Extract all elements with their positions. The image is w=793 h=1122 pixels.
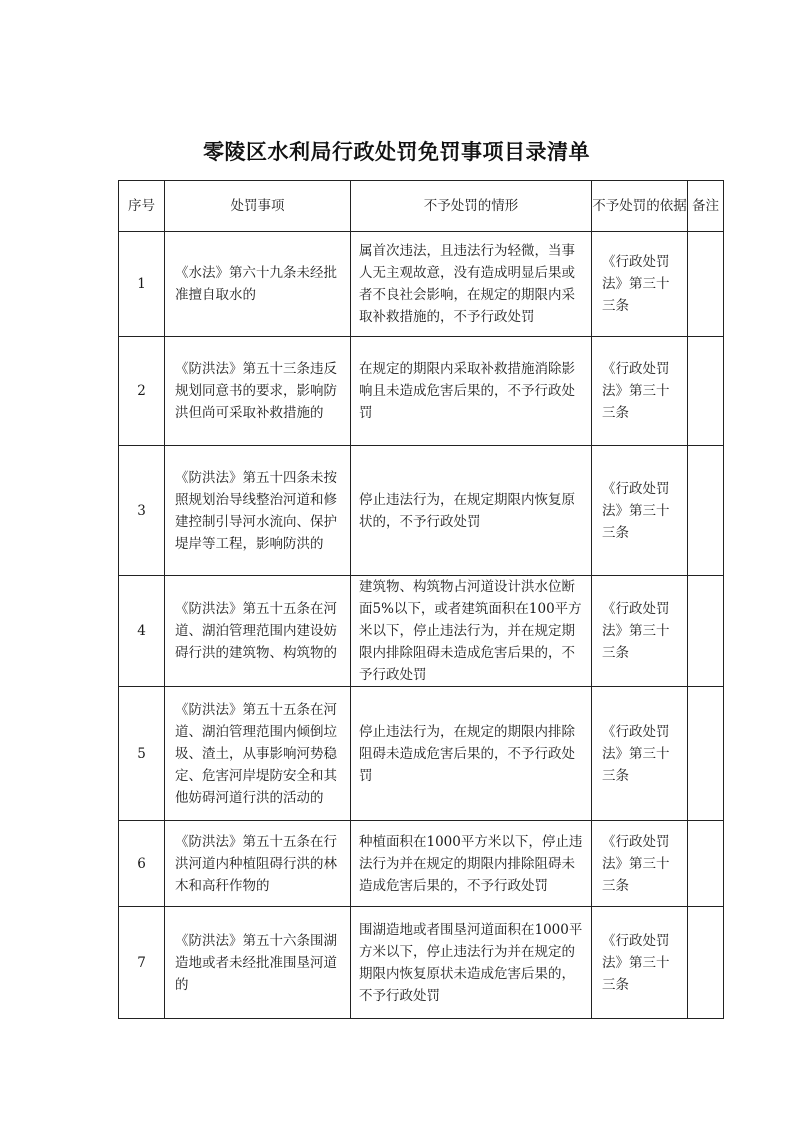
header-seq: 序号: [119, 181, 165, 232]
row-note: [688, 232, 724, 337]
row-seq: 1: [119, 232, 165, 337]
row-condition-text: 停止违法行为，在规定期限内恢复原状的，不予行政处罚: [359, 491, 575, 530]
row-item: [165, 337, 351, 446]
row-item: [165, 576, 351, 687]
row-item: [165, 907, 351, 1019]
row-item-text: 《防洪法》第五十五条在河道、湖泊管理范围内建设妨碍行洪的建筑物、构筑物的: [175, 601, 337, 661]
row-condition-text: 停止违法行为，在规定的期限内排除阻碍未造成危害后果的，不予行政处罚: [359, 723, 575, 784]
header-basis: 不予处罚的依据: [592, 181, 688, 232]
table-header-row: [119, 181, 724, 232]
row-seq: 6: [119, 821, 165, 907]
exemption-table: [118, 180, 724, 1019]
row-seq: 4: [119, 576, 165, 687]
row-basis: [592, 907, 688, 1019]
row-item: [165, 821, 351, 907]
row-note: [688, 907, 724, 1019]
row-item-text: 《防洪法》第五十三条违反规划同意书的要求，影响防洪但尚可采取补救措施的: [175, 361, 337, 421]
row-basis: [592, 232, 688, 337]
row-basis: [592, 446, 688, 576]
row-basis-text: 《行政处罚法》第三十三条: [602, 254, 670, 314]
page-title: 零陵区水利局行政处罚免罚事项目录清单: [203, 140, 590, 164]
row-basis: [592, 337, 688, 446]
row-item: [165, 446, 351, 576]
header-item: 处罚事项: [165, 181, 351, 232]
row-condition: [351, 821, 592, 907]
row-note: [688, 687, 724, 821]
row-seq: 7: [119, 907, 165, 1019]
row-basis: [592, 687, 688, 821]
row-condition-text: 围湖造地或者围垦河道面积在1000平方米以下，停止违法行为并在规定的期限内恢复原状未造成危害后果的，不予行政处罚: [359, 921, 583, 1004]
table-row: [119, 821, 724, 907]
row-basis-text: 《行政处罚法》第三十三条: [602, 723, 670, 784]
row-condition: [351, 576, 592, 687]
row-item-text: 《防洪法》第五十四条未按照规划治导线整治河道和修建控制引导河水流向、保护堤岸等工程，影响防洪的: [175, 469, 337, 552]
header-condition: 不予处罚的情形: [351, 181, 592, 232]
table-row: [119, 232, 724, 337]
row-item-text: 《防洪法》第五十五条在河道、湖泊管理范围内倾倒垃圾、渣土，从事影响河势稳定、危害河岸堤防安全和其他妨碍河道行洪的活动的: [175, 701, 337, 806]
row-note: [688, 821, 724, 907]
row-item-text: 《防洪法》第五十六条围湖造地或者未经批准围垦河道的: [175, 932, 337, 993]
row-basis-text: 《行政处罚法》第三十三条: [602, 932, 670, 993]
table-row: [119, 337, 724, 446]
row-basis-text: 《行政处罚法》第三十三条: [602, 480, 670, 541]
row-basis-text: 《行政处罚法》第三十三条: [602, 833, 670, 894]
row-seq: 5: [119, 687, 165, 821]
table-row: [119, 687, 724, 821]
row-note: [688, 576, 724, 687]
table-row: [119, 446, 724, 576]
table-row: [119, 576, 724, 687]
row-condition: [351, 446, 592, 576]
row-note: [688, 446, 724, 576]
row-item: [165, 687, 351, 821]
row-basis-text: 《行政处罚法》第三十三条: [602, 361, 670, 421]
row-condition: [351, 337, 592, 446]
row-condition-text: 建筑物、构筑物占河道设计洪水位断面5%以下，或者建筑面积在100平方米以下，停止违法行为，并在规定期限内排除阻碍未造成危害后果的，不予行政处罚: [359, 579, 582, 683]
row-item: [165, 232, 351, 337]
row-condition-text: 属首次违法，且违法行为轻微，当事人无主观故意，没有造成明显后果或者不良社会影响，在规定的期限内采取补救措施的，不予行政处罚: [359, 243, 575, 325]
row-condition: [351, 232, 592, 337]
row-item-text: 《水法》第六十九条未经批准擅自取水的: [175, 265, 337, 303]
header-note: 备注: [688, 181, 724, 232]
row-seq: 2: [119, 337, 165, 446]
row-condition: [351, 687, 592, 821]
row-basis: [592, 821, 688, 907]
row-condition-text: 种植面积在1000平方米以下，停止违法行为并在规定的期限内排除阻碍未造成危害后果的，不予行政处罚: [359, 833, 583, 894]
row-basis-text: 《行政处罚法》第三十三条: [602, 601, 670, 661]
row-basis: [592, 576, 688, 687]
row-note: [688, 337, 724, 446]
table-row: [119, 907, 724, 1019]
row-item-text: 《防洪法》第五十五条在行洪河道内种植阻碍行洪的林木和高秆作物的: [175, 833, 337, 894]
row-condition: [351, 907, 592, 1019]
row-seq: 3: [119, 446, 165, 576]
row-condition-text: 在规定的期限内采取补救措施消除影响且未造成危害后果的，不予行政处罚: [359, 361, 575, 421]
